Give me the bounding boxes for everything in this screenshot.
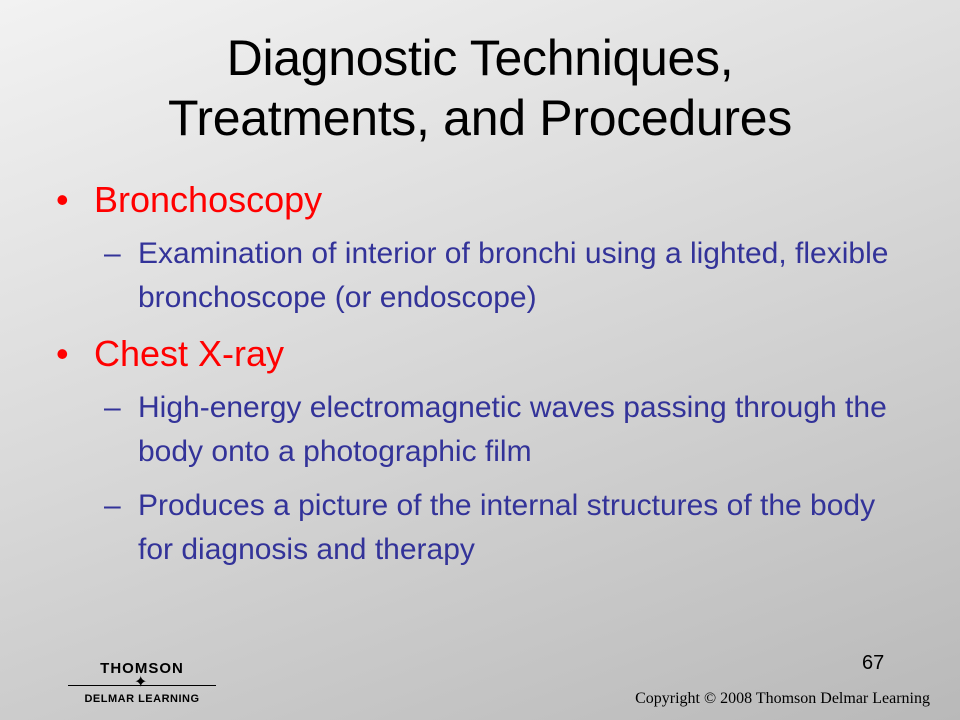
sub-bullet [104,484,898,572]
bullet-chest-x-ray [56,330,936,378]
bullet-bronchoscopy [56,176,936,224]
sub-bullet [104,386,898,474]
logo-top-text: THOMSON [100,660,184,677]
sub-bullet-text: Produces a picture of the internal structures of the body for diagnosis and therapy [138,489,876,566]
slide-title [0,28,960,148]
logo-rule [68,674,216,692]
bullet-heading: Bronchoscopy [94,179,323,220]
title-line-2: Treatments, and Procedures [168,90,792,146]
bullet-marker: • [56,333,69,374]
sub-bullet [104,232,898,320]
dash-marker: – [104,391,121,424]
thomson-delmar-logo [68,660,216,706]
sub-bullet-text: High-energy electromagnetic waves passing through the body onto a photographic film [138,391,887,468]
bullet-marker: • [56,179,69,220]
title-line-1: Diagnostic Techniques, [226,30,734,86]
sub-bullet-text: Examination of interior of bronchi using a lighted, flexible bronchoscope (or endoscope) [138,237,889,314]
page-number: 67 [862,652,885,674]
slide-content [56,176,936,582]
copyright-notice: Copyright © 2008 Thomson Delmar Learning [635,690,930,707]
dash-marker: – [104,237,121,270]
star-icon: ✦ [134,674,148,691]
bullet-heading: Chest X-ray [94,333,285,374]
logo-bottom-text: DELMAR LEARNING [84,693,200,705]
dash-marker: – [104,489,121,522]
